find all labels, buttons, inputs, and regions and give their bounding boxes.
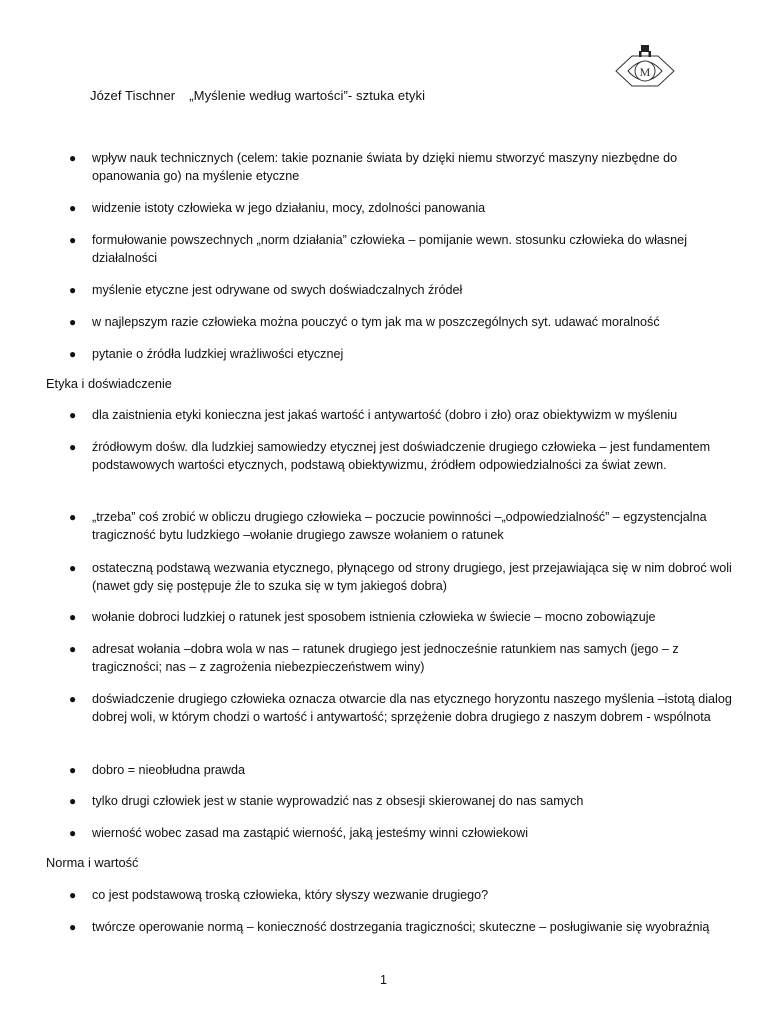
page-number: 1	[380, 973, 387, 987]
bullet-icon: ●	[69, 201, 77, 215]
header-title: „Myślenie według wartości”- sztuka etyki	[189, 88, 426, 103]
bullet-icon: ●	[69, 794, 77, 808]
bullet-icon: ●	[69, 888, 77, 902]
list-item: ● w najlepszym razie człowieka można pouczyć o tym jak ma w poszczególnych syt. udawać moralność	[69, 315, 660, 329]
list-item: ● pytanie o źródła ludzkiej wrażliwości etycznej	[69, 347, 344, 361]
list-item: ● dobro = nieobłudna prawda	[69, 763, 245, 777]
list-item: ● widzenie istoty człowieka w jego działaniu, mocy, zdolności panowania	[69, 201, 486, 215]
bullet-icon: ●	[69, 347, 77, 361]
bullet-icon: ●	[69, 283, 77, 297]
bullet-icon: ●	[69, 642, 77, 656]
document-header	[90, 88, 425, 103]
list-item: ● wpływ nauk technicznych (celem: takie poznanie świata by dzięki niemu stworzyć maszyny niezbędne do opanowania go) na myślenie etyczne	[69, 151, 678, 183]
list-item: ● adresat wołania –dobra wola w nas – ratunek drugiego jest jednocześnie ratunkiem nas samych (jego – z tragiczności; nas – z zagrożenia niebezpieczeństwem winy)	[69, 642, 679, 674]
bullet-icon: ●	[69, 408, 77, 422]
bullet-icon: ●	[69, 440, 77, 454]
list-item: ● ostateczną podstawą wezwania etycznego, płynącego od strony drugiego, jest przejawiająca się w nim dobroć woli (nawet gdy się postępuje źle to szuka się w tym jakiegoś dobra)	[69, 561, 732, 593]
bullet-icon: ●	[69, 315, 77, 329]
list-item: ● myślenie etyczne jest odrywane od swych doświadczalnych źródeł	[69, 283, 463, 297]
bullet-icon: ●	[69, 561, 77, 575]
bullet-icon: ●	[69, 763, 77, 777]
bullet-icon: ●	[69, 510, 77, 524]
list-item: ● źródłowym dośw. dla ludzkiej samowiedzy etycznej jest doświadczenie drugiego człowieka – jest fundamentem podstawowych wartości etycznych, podstawą obiektywizmu, źródłem odpowiedzialności za świat zewn.	[69, 440, 711, 472]
bullet-icon: ●	[69, 151, 77, 165]
list-item: ● co jest podstawową troską człowieka, który słyszy wezwanie drugiego?	[69, 888, 489, 902]
section-heading: Norma i wartość	[46, 855, 139, 870]
list-item: ● wołanie dobroci ludzkiej o ratunek jest sposobem istnienia człowieka w świecie – mocno zobowiązuje	[69, 610, 656, 624]
list-item: ● doświadczenie drugiego człowieka oznacza otwarcie dla nas etycznego horyzontu naszego myślenia –istotą dialog dobrej woli, w którym chodzi o wartość i antywartość; sprzężenie dobra drugiego z naszym dobrem - wspólnota	[69, 692, 732, 724]
list-item: ● „trzeba” coś zrobić w obliczu drugiego człowieka – poczucie powinności –„odpowiedzialność” – egzystencjalna tragiczność bytu ludzkiego –wołanie drugiego zawsze wołaniem o ratunek	[69, 510, 707, 542]
list-item: ● formułowanie powszechnych „norm działania” człowieka – pomijanie wewn. stosunku człowieka do własnej działalności	[69, 233, 687, 265]
bullet-icon: ●	[69, 826, 77, 840]
bullet-icon: ●	[69, 610, 77, 624]
header-author: Józef Tischner	[90, 88, 176, 103]
section-heading: Etyka i doświadczenie	[46, 376, 172, 391]
bullet-icon: ●	[69, 233, 77, 247]
list-item: ● dla zaistnienia etyki konieczna jest jakaś wartość i antywartość (dobro i zło) oraz obiektywizm w myśleniu	[69, 408, 678, 422]
logo-icon	[614, 42, 676, 100]
logo-letter: M	[639, 65, 651, 79]
bullet-icon: ●	[69, 920, 77, 934]
list-item: ● tylko drugi człowiek jest w stanie wyprowadzić nas z obsesji skierowanej do nas samych	[69, 794, 584, 808]
list-item: ● wierność wobec zasad ma zastąpić wierność, jaką jesteśmy winni człowiekowi	[69, 826, 529, 840]
bullet-icon: ●	[69, 692, 77, 706]
list-item: ● twórcze operowanie normą – konieczność dostrzegania tragiczności; skuteczne – posługiwanie się wyobraźnią	[69, 920, 710, 934]
